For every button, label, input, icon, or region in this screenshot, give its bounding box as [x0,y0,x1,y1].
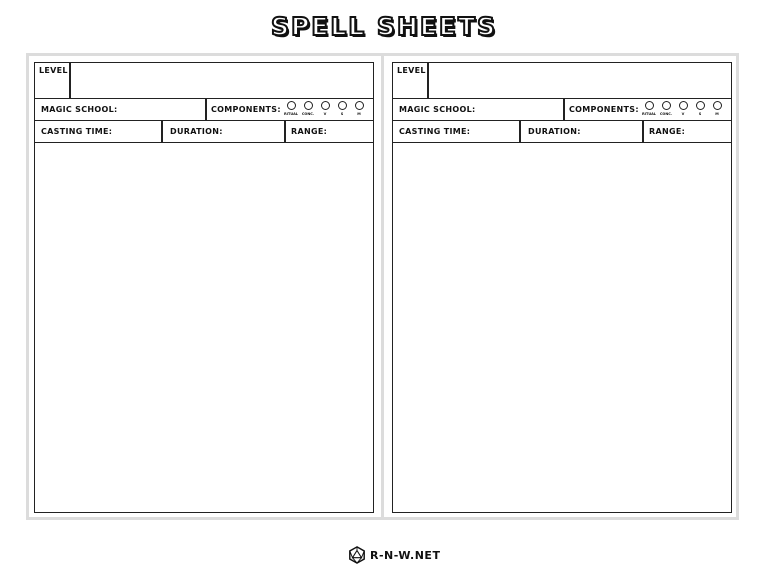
duration-label: DURATION: [170,127,223,136]
spell-name-field[interactable] [428,63,731,98]
spell-sheet-right [392,62,732,513]
somatic-caption: S [340,112,344,116]
level-box[interactable] [35,63,69,98]
concentration-checkbox[interactable] [304,101,313,110]
spell-name-field[interactable] [70,63,373,98]
components-label: COMPONENTS: [211,105,281,114]
material-checkbox[interactable] [713,101,722,110]
verbal-caption: V [323,112,327,116]
spell-description-area[interactable] [393,143,731,512]
concentration-caption: CONC. [659,112,673,116]
concentration-checkbox[interactable] [662,101,671,110]
spell-description-area[interactable] [35,143,373,512]
ritual-checkbox[interactable] [287,101,296,110]
material-checkbox[interactable] [355,101,364,110]
footer-site-link[interactable]: R-N-W.NET [370,549,441,562]
footer [0,544,768,566]
magic-school-field[interactable] [35,99,205,120]
somatic-checkbox[interactable] [338,101,347,110]
level-row [393,63,731,99]
range-field[interactable] [285,121,373,142]
components-field [564,99,731,120]
level-label: LEVEL [39,66,68,75]
spell-sheet-left [34,62,374,513]
casting-time-label: CASTING TIME: [41,127,113,136]
verbal-checkbox[interactable] [679,101,688,110]
magic-school-label: MAGIC SCHOOL: [399,105,476,114]
components-field [206,99,373,120]
casting-time-label: CASTING TIME: [399,127,471,136]
ritual-checkbox[interactable] [645,101,654,110]
ritual-caption: RITUAL [641,112,657,116]
duration-label: DURATION: [528,127,581,136]
material-caption: M [357,112,361,116]
range-field[interactable] [643,121,731,142]
verbal-caption: V [681,112,685,116]
concentration-caption: CONC. [301,112,315,116]
magic-school-label: MAGIC SCHOOL: [41,105,118,114]
somatic-checkbox[interactable] [696,101,705,110]
material-caption: M [715,112,719,116]
casting-row [393,121,731,143]
verbal-checkbox[interactable] [321,101,330,110]
somatic-caption: S [698,112,702,116]
level-box[interactable] [393,63,427,98]
page-title: SPELL SHEETS [270,12,498,41]
level-label: LEVEL [397,66,426,75]
casting-time-field[interactable] [35,121,161,142]
frame-divider [381,56,384,517]
range-label: RANGE: [649,127,686,136]
ritual-caption: RITUAL [283,112,299,116]
range-label: RANGE: [291,127,328,136]
duration-field[interactable] [162,121,284,142]
casting-time-field[interactable] [393,121,519,142]
casting-row [35,121,373,143]
level-row [35,63,373,99]
duration-field[interactable] [520,121,642,142]
magic-school-field[interactable] [393,99,563,120]
d20-dice-icon [348,546,366,564]
school-row [35,99,373,121]
school-row [393,99,731,121]
components-label: COMPONENTS: [569,105,639,114]
